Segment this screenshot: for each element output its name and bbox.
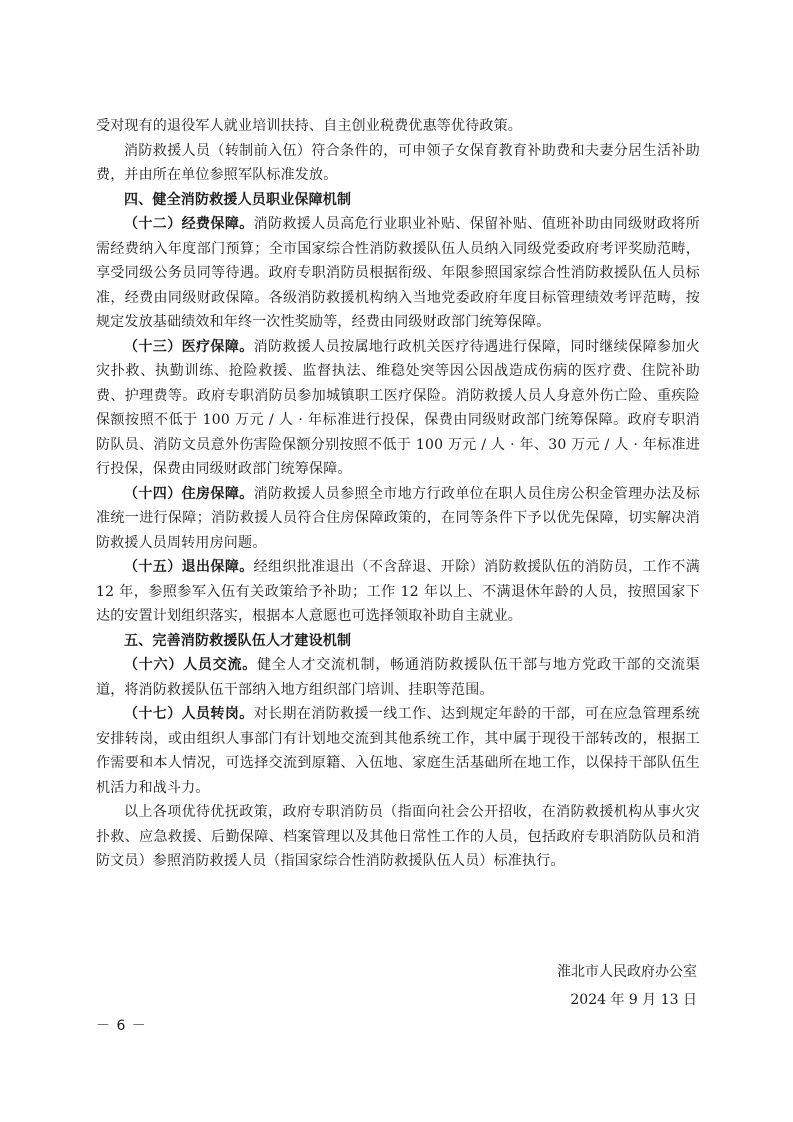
signature-organization: 淮北市人民政府办公室 [557, 964, 697, 980]
paragraph-16-lead: （十六）人员交流。 [124, 657, 258, 673]
section-heading-5: 五、完善消防救援队伍人才建设机制 [124, 632, 352, 649]
paragraph-15 [96, 555, 700, 629]
paragraph-final: 以上各项优待优抚政策，政府专职消防员（指面向社会公开招收，在消防救援机构从事火灾扑救、应急救援、后勤保障、档案管理以及其他日常性工作的人员，包括政府专职消防队员和消防文员）参照消防救援人员（指国家综合性消防救援队伍人员）标准执行。 [96, 804, 700, 869]
paragraph-15-lead: （十五）退出保障。 [124, 559, 254, 575]
section-heading-4: 四、健全消防救援人员职业保障机制 [124, 191, 352, 208]
paragraph-12-lead: （十二）经费保障。 [124, 216, 254, 232]
paragraph-14-lead: （十四）住房保障。 [124, 485, 254, 502]
signature-date: 2024 年 9 月 13 日 [570, 992, 697, 1008]
paragraph-14-body: 消防救援人员参照全市地方行政单位在职人员住房公积金管理办法及标准统一进行保障；消防救援人员符合住房保障政策的，在同等条件下予以优先保障，切实解决消防救援人员周转用房问题。 [96, 485, 700, 551]
paragraph-15-body: 经组织批准退出（不含辞退、开除）消防救援队伍的消防员，工作不满 12 年，参照参军入伍有关政策给予补助；工作 12 年以上、不满退休年龄的人员，按照国家下达的安置计划组织落实，根据本人意愿也可选择领取补助自主就业。 [96, 559, 700, 624]
document-body [96, 114, 700, 874]
paragraph-continuation: 受对现有的退役军人就业培训扶持、自主创业税费优惠等优待政策。 [96, 118, 522, 134]
paragraph-14 [96, 482, 700, 556]
paragraph-17-body: 对长期在消防救援一线工作、达到规定年龄的干部，可在应急管理系统安排转岗，或由组织人事部门有计划地交流到其他系统工作，其中属于现役干部转改的，根据工作需要和本人情况，可选择交流到原籍、入伍地、家庭生活基础所在地工作，以保持干部队伍生机活力和战斗力。 [96, 706, 700, 796]
paragraph-12-body: 消防救援人员高危行业职业补贴、保留补贴、值班补助由同级财政将所需经费纳入年度部门预算；全市国家综合性消防救援队伍人员纳入同级党委政府考评奖励范畴，享受同级公务员同等待遇。政府专职消防员根据衔级、年限参照国家综合性消防救援队伍人员标准，经费由同级财政保障。各级消防救援机构纳入当地党委政府年度目标管理绩效考评范畴，按规定发放基础绩效和年终一次性奖励等，经费由同级财政部门统筹保障。 [96, 216, 700, 330]
paragraph-17 [96, 702, 700, 800]
paragraph-16 [96, 653, 700, 702]
page-number: － 6 － [96, 1018, 147, 1034]
paragraph-13-lead: （十三）医疗保障。 [124, 338, 254, 355]
paragraph-16-body: 健全人才交流机制，畅通消防救援队伍干部与地方党政干部的交流渠道，将消防救援队伍干部纳入地方组织部门培训、挂职等范围。 [96, 657, 700, 698]
paragraph-12 [96, 212, 700, 335]
paragraph-13 [96, 335, 700, 482]
paragraph-17-lead: （十七）人员转岗。 [124, 706, 254, 722]
paragraph-allowance: 消防救援人员（转制前入伍）符合条件的，可申领子女保育教育补助费和夫妻分居生活补助费，并由所在单位参照军队标准发放。 [96, 142, 700, 183]
paragraph-13-body: 消防救援人员按属地行政机关医疗待遇进行保障，同时继续保障参加火灾扑救、执勤训练、抢险救援、监督执法、维稳处突等因公因战造成伤病的医疗费、住院补助费、护理费等。政府专职消防员参加城镇职工医疗保险。消防救援人员人身意外伤亡险、重疾险保额按照不低于 100 万元 / 人 · 年标准进行投保，保费由同级财政部门统筹保障。政府专职消防队员、消防文员意外伤害险保额分别按照不低于 100 万元 / 人 · 年、30 万元 / 人 · 年标准进行投保，保费由同级财政部门统筹保障。 [96, 338, 700, 477]
